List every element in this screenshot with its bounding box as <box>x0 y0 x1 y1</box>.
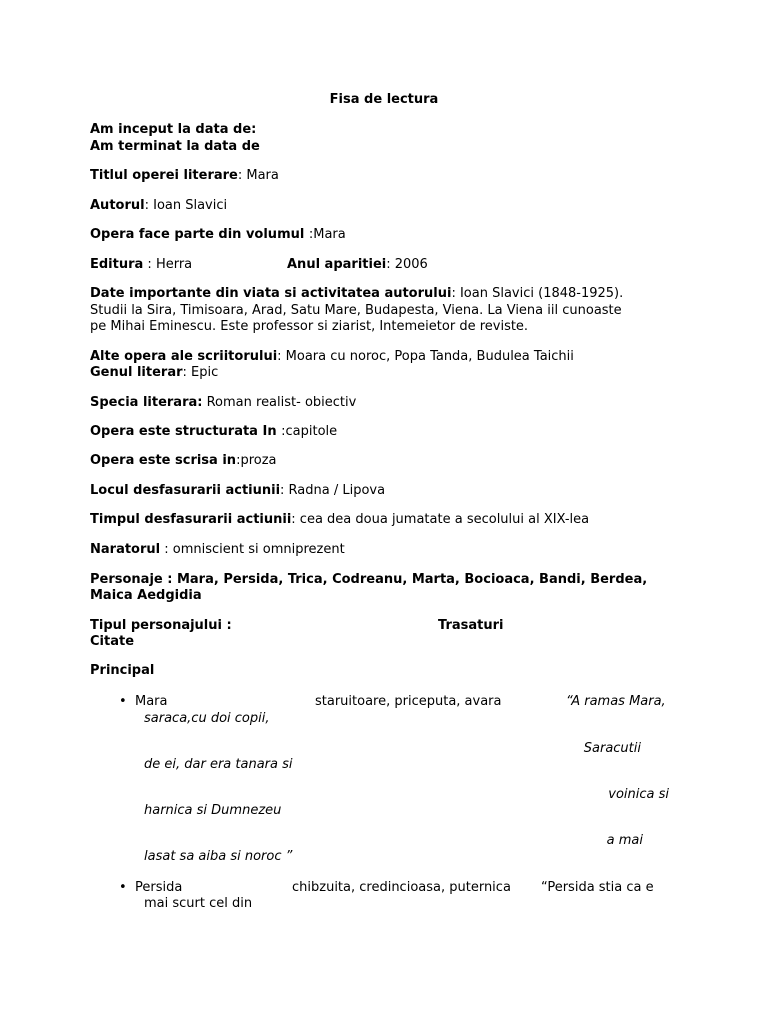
field-year-label: Anul aparitiei <box>287 257 387 272</box>
field-volume-label: Opera face parte din volumul <box>90 227 309 242</box>
field-structure <box>90 424 337 440</box>
field-time <box>90 512 589 528</box>
page-title: Fisa de lectura <box>329 92 439 107</box>
field-place <box>90 483 385 499</box>
field-other-works <box>90 349 574 365</box>
field-written-value: :proza <box>236 453 277 468</box>
field-time-value: : cea dea doua jumatate a secolului al XIX-lea <box>291 512 590 527</box>
start-date-label: Am inceput la data de: <box>90 122 257 137</box>
field-species-value: Roman realist- obiectiv <box>202 395 357 410</box>
character-quote-line: lasat sa aiba si noroc ” <box>144 849 293 864</box>
field-bio <box>90 286 623 302</box>
field-narrator-value: : omniscient si omniprezent <box>160 542 345 557</box>
character-quote-start: “Persida stia ca e <box>541 880 654 895</box>
characters-line1: Personaje : Mara, Persida, Trica, Codreanu, Marta, Bocioaca, Bandi, Berdea, <box>90 572 648 587</box>
header-traits: Trasaturi <box>438 618 504 633</box>
field-title-label: Titlul operei literare <box>90 168 238 183</box>
character-quote-line: voinica si <box>608 787 669 802</box>
field-written-label: Opera este scrisa in <box>90 453 237 468</box>
field-publisher <box>90 257 192 273</box>
field-year <box>287 257 428 273</box>
character-quote-start: “A ramas Mara, <box>566 694 666 709</box>
field-volume-value: :Mara <box>308 227 346 242</box>
field-other-works-label: Alte opera ale scriitorului <box>90 349 278 364</box>
field-volume <box>90 227 346 243</box>
field-narrator-label: Naratorul <box>90 542 161 557</box>
field-place-value: : Radna / Lipova <box>280 483 386 498</box>
section-principal: Principal <box>90 663 155 678</box>
field-species-label: Specia literara: <box>90 395 203 410</box>
character-quote-line: saraca,cu doi copii, <box>144 711 270 726</box>
field-publisher-value: : Herra <box>143 257 193 272</box>
field-year-value: : 2006 <box>386 257 428 272</box>
field-genre-value: : Epic <box>182 365 219 380</box>
character-traits: chibzuita, credincioasa, puternica <box>292 880 511 895</box>
character-name: Persida <box>135 880 183 895</box>
field-title <box>90 168 279 184</box>
header-quotes: Citate <box>90 634 135 649</box>
field-genre <box>90 365 218 381</box>
field-narrator <box>90 542 345 558</box>
character-traits: staruitoare, priceputa, avara <box>315 694 502 709</box>
character-name: Mara <box>135 694 168 709</box>
field-bio-line1: : Ioan Slavici (1848-1925). <box>451 286 624 301</box>
bullet-icon: • <box>119 694 127 709</box>
character-quote-line: Saracutii <box>583 741 641 756</box>
field-species <box>90 395 356 411</box>
field-publisher-label: Editura <box>90 257 144 272</box>
field-bio-line2: Studii la Sira, Timisoara, Arad, Satu Mare, Budapesta, Viena. La Viena iil cunoaste <box>90 303 622 318</box>
field-structure-label: Opera este structurata In <box>90 424 282 439</box>
field-genre-label: Genul literar <box>90 365 183 380</box>
field-place-label: Locul desfasurarii actiunii <box>90 483 281 498</box>
character-quote-line: a mai <box>606 833 643 848</box>
characters-line2: Maica Aedgidia <box>90 588 202 603</box>
bullet-icon: • <box>119 880 127 895</box>
header-type: Tipul personajului : <box>90 618 232 633</box>
field-author-label: Autorul <box>90 198 145 213</box>
field-written <box>90 453 277 469</box>
field-author-value: : Ioan Slavici <box>144 198 228 213</box>
field-time-label: Timpul desfasurarii actiunii <box>90 512 292 527</box>
field-structure-value: :capitole <box>281 424 338 439</box>
character-quote-line: mai scurt cel din <box>144 896 253 911</box>
character-quote-line: harnica si Dumnezeu <box>144 803 282 818</box>
field-bio-label: Date importante din viata si activitatea autorului <box>90 286 452 301</box>
field-title-value: : Mara <box>237 168 279 183</box>
field-bio-line3: pe Mihai Eminescu. Este professor si ziarist, Intemeietor de reviste. <box>90 319 529 334</box>
field-other-works-value: : Moara cu noroc, Popa Tanda, Budulea Taichii <box>277 349 574 364</box>
field-author <box>90 198 227 214</box>
end-date-label: Am terminat la data de <box>90 139 260 154</box>
character-quote-line: de ei, dar era tanara si <box>144 757 293 772</box>
